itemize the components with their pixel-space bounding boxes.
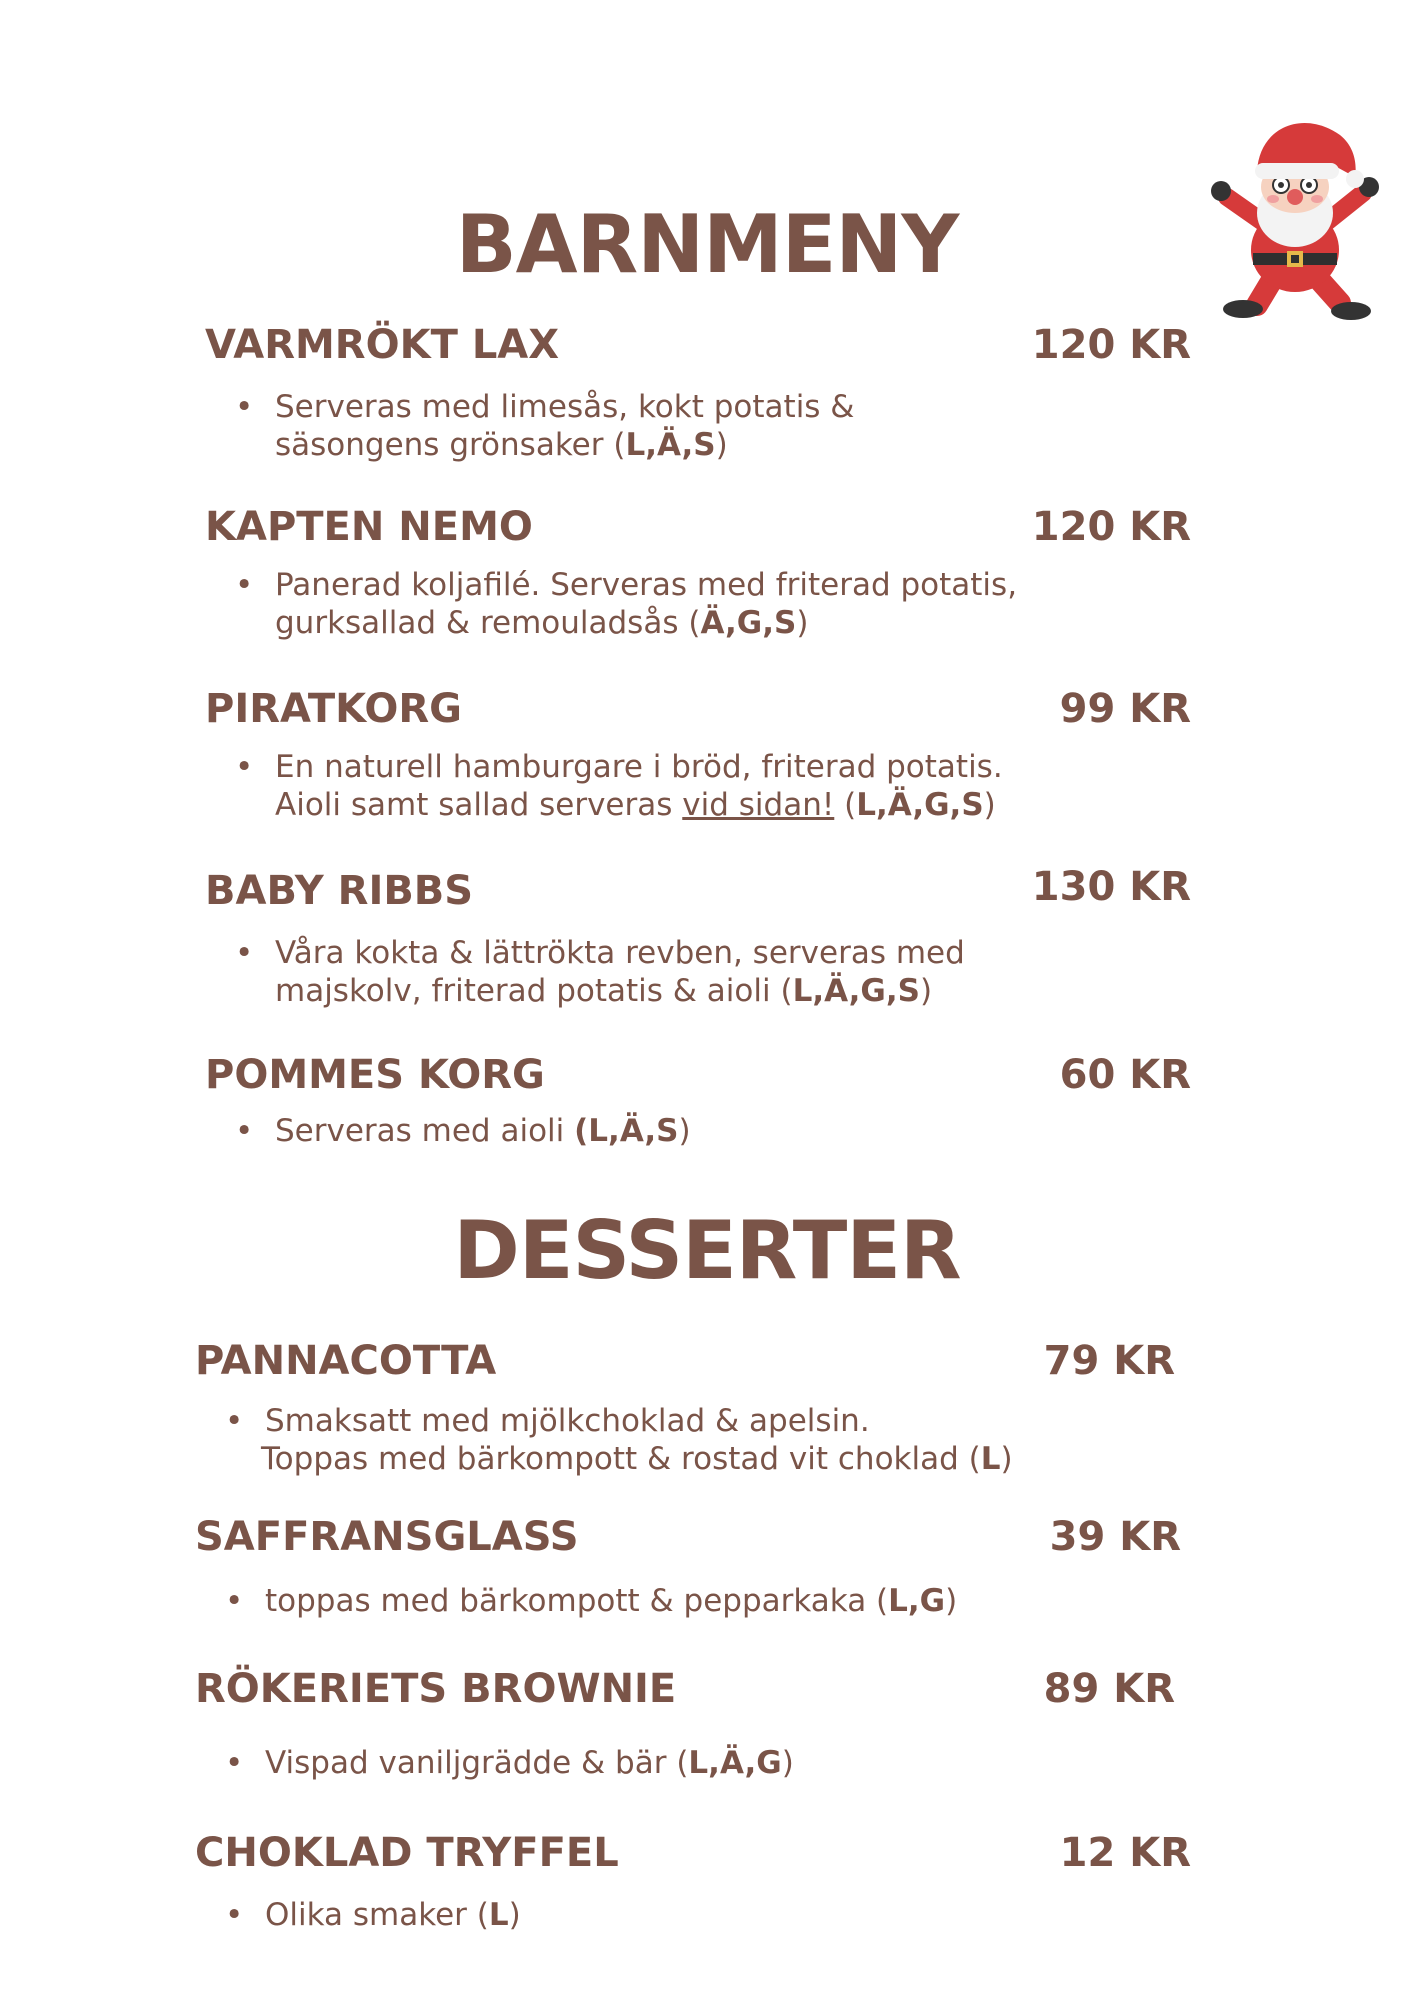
description-text: ) xyxy=(678,1113,691,1149)
item-description xyxy=(235,748,1065,824)
allergen-codes: L xyxy=(488,1897,509,1933)
allergen-codes: L,Ä,G,S xyxy=(792,973,920,1009)
item-name: KAPTEN NEMO xyxy=(205,504,533,550)
description-text: ) xyxy=(508,1897,521,1933)
item-name: RÖKERIETS BROWNIE xyxy=(195,1666,677,1712)
description-line: Våra kokta & lättrökta revben, serveras med xyxy=(275,935,965,971)
bullet-icon: • xyxy=(235,389,254,425)
bullet-icon: • xyxy=(235,935,254,971)
description-text: Serveras med aioli xyxy=(275,1113,575,1149)
description-line: Panerad koljafilé. Serveras med friterad potatis, xyxy=(275,567,1018,603)
item-name: PANNACOTTA xyxy=(195,1338,497,1384)
item-price: 39 KR xyxy=(1049,1514,1181,1560)
item-description xyxy=(235,566,1065,642)
description-text: Olika smaker ( xyxy=(265,1897,489,1933)
item-description xyxy=(235,934,1065,1010)
bullet-icon: • xyxy=(225,1583,244,1619)
allergen-codes: L,Ä,S xyxy=(625,427,716,463)
allergen-codes: L,Ä,G xyxy=(688,1745,782,1781)
description-text: ) xyxy=(983,787,996,823)
item-name: BABY RIBBS xyxy=(205,868,474,914)
item-price: 79 KR xyxy=(1043,1338,1175,1384)
description-line: Smaksatt med mjölkchoklad & apelsin. xyxy=(265,1403,870,1439)
item-description xyxy=(225,1582,1055,1620)
description-text: majskolv, friterad potatis & aioli ( xyxy=(275,973,793,1009)
allergen-codes: L xyxy=(980,1441,1001,1477)
item-price: 12 KR xyxy=(1059,1830,1191,1876)
item-price: 60 KR xyxy=(1059,1052,1191,1098)
item-description xyxy=(225,1744,1055,1782)
description-text: Aioli samt sallad serveras xyxy=(275,787,683,823)
item-name: POMMES KORG xyxy=(205,1052,545,1098)
section-title-desserter: DESSERTER xyxy=(453,1204,961,1297)
description-text: gurksallad & remouladsås ( xyxy=(275,605,701,641)
bullet-icon: • xyxy=(235,1113,254,1149)
description-text: ( xyxy=(834,787,857,823)
bullet-icon: • xyxy=(235,567,254,603)
description-text: ) xyxy=(1000,1441,1013,1477)
item-name: VARMRÖKT LAX xyxy=(205,322,560,368)
item-price: 99 KR xyxy=(1059,686,1191,732)
bullet-icon: • xyxy=(225,1745,244,1781)
description-text: Toppas med bärkompott & rostad vit choklad ( xyxy=(261,1441,981,1477)
allergen-codes: L,G xyxy=(888,1583,946,1619)
section-title-barnmeny: BARNMENY xyxy=(455,198,959,291)
description-text: ) xyxy=(919,973,933,1009)
item-name: PIRATKORG xyxy=(205,686,462,732)
item-price: 120 KR xyxy=(1031,322,1191,368)
description-text: ) xyxy=(781,1745,794,1781)
bullet-icon: • xyxy=(235,749,254,785)
item-price: 89 KR xyxy=(1043,1666,1175,1712)
item-price: 120 KR xyxy=(1031,504,1191,550)
description-line: En naturell hamburgare i bröd, friterad potatis. xyxy=(275,749,1003,785)
allergen-codes: Ä,G,S xyxy=(700,605,797,641)
description-text: säsongens grönsaker ( xyxy=(275,427,626,463)
item-description xyxy=(235,388,1065,464)
item-description xyxy=(235,1112,1065,1150)
item-price: 130 KR xyxy=(1031,864,1191,910)
underlined-note: vid sidan! xyxy=(682,787,835,823)
description-text: ) xyxy=(796,605,809,641)
description-line: Serveras med limesås, kokt potatis & xyxy=(275,389,855,425)
description-text: ) xyxy=(715,427,728,463)
bullet-icon: • xyxy=(225,1403,244,1439)
allergen-codes: L,Ä,G,S xyxy=(856,787,984,823)
item-description xyxy=(225,1402,1055,1478)
item-name: SAFFRANSGLASS xyxy=(195,1514,579,1560)
item-description xyxy=(225,1896,1055,1934)
description-text: ) xyxy=(945,1583,958,1619)
item-name: CHOKLAD TRYFFEL xyxy=(195,1830,619,1876)
bullet-icon: • xyxy=(225,1897,244,1933)
description-text: toppas med bärkompott & pepparkaka ( xyxy=(265,1583,889,1619)
description-text: Vispad vaniljgrädde & bär ( xyxy=(265,1745,689,1781)
allergen-codes: (L,Ä,S xyxy=(574,1113,679,1149)
